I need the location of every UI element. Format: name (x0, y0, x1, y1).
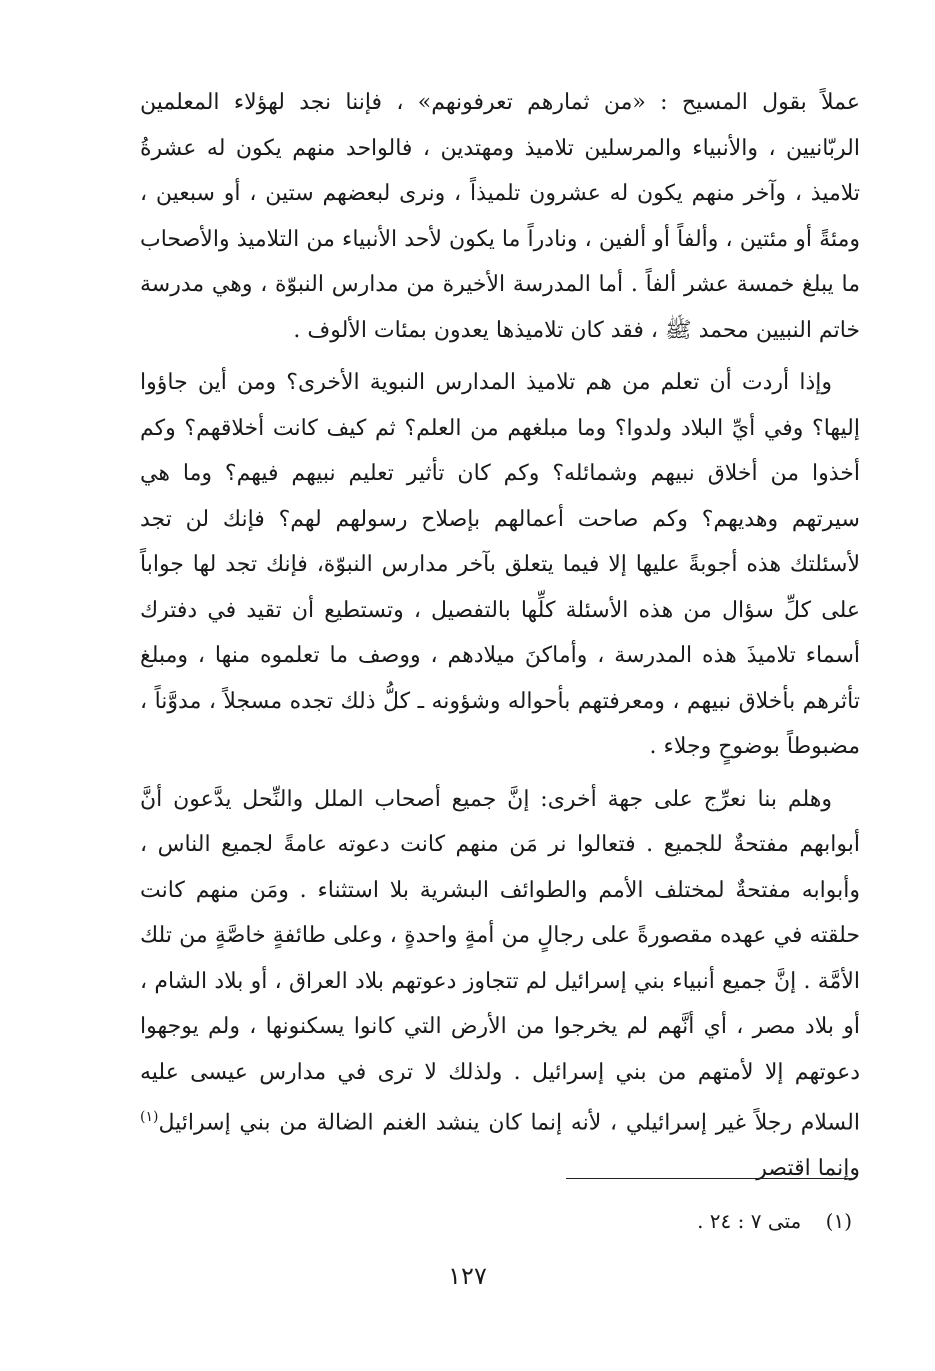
footnote (540, 1206, 852, 1236)
paragraph-2: وإذا أردت أن تعلم من هم تلاميذ المدارس النبوية الأخرى؟ ومن أين جاؤوا إليها؟ وفي أيِّ البلاد ولدوا؟ وما مبلغهم من العلم؟ ثم كيف كانت أخلاقهم؟ وكم أخذوا من أخلاق نبيهم وشمائله؟ وكم كان تأثير تعليم نبيهم فيهم؟ وما هي سيرتهم وهديهم؟ وكم صاحت أعمالهم بإصلاح رسولهم لهم؟ فإنك لن تجد لأسئلتك هذه أجوبةً عليها إلا فيما يتعلق بآخر مدارس النبوّة، فإنك تجد لها جواباً على كلِّ سؤال من هذه الأسئلة كلِّها بالتفصيل ، وتستطيع أن تقيد في دفترك أسماء تلاميذَ هذه المدرسة ، وأماكنَ ميلادهم ، ووصف ما تعلموه منها ، ومبلغ تأثرهم بأخلاق نبيهم ، ومعرفتهم بأحواله وشؤونه ـ كلُّ ذلك تجده مسجلاً ، مدوَّناً ، مضبوطاً بوضوحٍ وجلاء . (140, 370, 861, 759)
footnote-marker: (١) (825, 1209, 852, 1233)
footnote-text: متى ٧ : ٢٤ . (697, 1209, 802, 1233)
page-number: ١٢٧ (448, 1262, 487, 1290)
footnote-separator (566, 1178, 852, 1179)
paragraph-3-tail: وإنما اقتصر (756, 1155, 860, 1181)
paragraph-3 (140, 777, 860, 1192)
paragraph-3-text: وهلم بنا نعرِّج على جهة أخرى: إنَّ جميع أصحاب الملل والنِّحل يدَّعون أنَّ أبوابهم مفتحةٌ للجميع . فتعالوا نر مَن منهم كانت دعوته عامةً لجميع الناس ، وأبوابه مفتحةٌ لمختلف الأمم والطوائف البشرية بلا استثناء . ومَن منهم كانت حلقته في عهده مقصورةً على رجالٍ من أمةٍ واحدةٍ ، وعلى طائفةٍ خاصَّةٍ من تلك الأمَّة . إنَّ جميع أنبياء بني إسرائيل لم تتجاوز دعوتهم بلاد العراق ، أو بلاد الشام ، أو بلاد مصر ، أي أنَّهم لم يخرجوا من الأرض التي كانوا يسكنونها ، ولم يوجهوا دعوتهم إلا لأمتهم من بني إسرائيل . ولذلك لا ترى في مدارس عيسى عليه السلام رجلاً غير إسرائيلي ، لأنه إنما كان ينشد الغنم الضالة من بني إسرائيل (140, 786, 860, 1136)
paragraph-1: عملاً بقول المسيح : «من ثمارهم تعرفونهم» ، فإننا نجد لهؤلاء المعلمين الربّانيين ، والأنبياء والمرسلين تلاميذ ومهتدين ، فالواحد منهم يكون له عشرةُ تلاميذ ، وآخر منهم يكون له عشرون تلميذاً ، ونرى لبعضهم ستين ، أو سبعين ، ومئةً أو مئتين ، وألفاً أو ألفين ، ونادراً ما يكون لأحد الأنبياء من التلاميذ والأصحاب ما يبلغ خمسة عشر ألفاً . أما المدرسة الأخيرة من مدارس النبوّة ، وهي مدرسة خاتم النبيين محمد ﷺ ، فقد كان تلاميذها يعدون بمئات الألوف . (140, 90, 860, 343)
main-text (140, 80, 860, 1198)
footnote-reference: (١) (140, 1109, 159, 1125)
